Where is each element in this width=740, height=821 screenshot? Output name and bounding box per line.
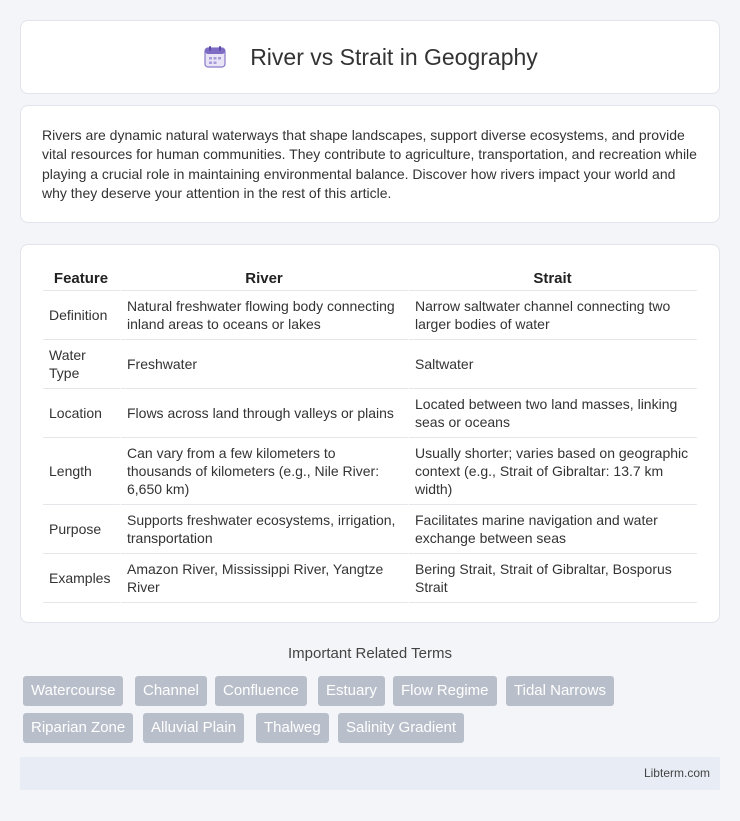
- feature-cell: Examples: [43, 554, 121, 603]
- tag-flow-regime[interactable]: Flow Regime: [393, 676, 497, 706]
- river-cell: Natural freshwater flowing body connecting inland areas to oceans or lakes: [121, 291, 409, 340]
- table-header-row: [43, 265, 698, 291]
- tag-tidal-narrows[interactable]: Tidal Narrows: [506, 676, 614, 706]
- strait-cell: Facilitates marine navigation and water exchange between seas: [409, 505, 698, 554]
- river-cell: Amazon River, Mississippi River, Yangtze River: [121, 554, 409, 603]
- table-row: [43, 438, 698, 505]
- strait-cell: Bering Strait, Strait of Gibraltar, Bosporus Strait: [409, 554, 698, 603]
- feature-cell: Definition: [43, 291, 121, 340]
- feature-cell: Water Type: [43, 340, 121, 389]
- feature-cell: Purpose: [43, 505, 121, 554]
- page-title: River vs Strait in Geography: [250, 43, 538, 70]
- header-strait: Strait: [409, 265, 698, 291]
- feature-cell: Location: [43, 389, 121, 438]
- strait-cell: Usually shorter; varies based on geographic context (e.g., Strait of Gibraltar: 13.7 km width): [409, 438, 698, 505]
- related-terms-title: Important Related Terms: [288, 645, 452, 662]
- comparison-table: [43, 265, 698, 603]
- tag-riparian-zone[interactable]: Riparian Zone: [23, 713, 133, 743]
- tag-channel[interactable]: Channel: [135, 676, 207, 706]
- strait-cell: Saltwater: [409, 340, 698, 389]
- river-cell: Flows across land through valleys or plains: [121, 389, 409, 438]
- table-row: [43, 389, 698, 438]
- river-cell: Supports freshwater ecosystems, irrigation, transportation: [121, 505, 409, 554]
- intro-paragraph: Rivers are dynamic natural waterways that shape landscapes, support diverse ecosystems, and provide vital resources for human communities. They contribute to agriculture, transportation, and recreation while playing a crucial role in maintaining environmental balance. Discover how rivers impact your world and why they deserve your attention in the rest of this article.: [42, 127, 697, 201]
- strait-cell: Narrow saltwater channel connecting two larger bodies of water: [409, 291, 698, 340]
- river-cell: Can vary from a few kilometers to thousands of kilometers (e.g., Nile River: 6,650 km): [121, 438, 409, 505]
- river-cell: Freshwater: [121, 340, 409, 389]
- tag-watercourse[interactable]: Watercourse: [23, 676, 123, 706]
- calendar-icon: [202, 44, 228, 70]
- table-row: [43, 554, 698, 603]
- title-card: [20, 20, 720, 94]
- strait-cell: Located between two land masses, linking seas or oceans: [409, 389, 698, 438]
- tag-thalweg[interactable]: Thalweg: [256, 713, 329, 743]
- tag-salinity-gradient[interactable]: Salinity Gradient: [338, 713, 464, 743]
- header-river: River: [121, 265, 409, 291]
- feature-cell: Length: [43, 438, 121, 505]
- footer-bar: [20, 757, 720, 790]
- tag-estuary[interactable]: Estuary: [318, 676, 385, 706]
- tag-alluvial-plain[interactable]: Alluvial Plain: [143, 713, 244, 743]
- tag-confluence[interactable]: Confluence: [215, 676, 307, 706]
- intro-card: [20, 105, 720, 223]
- table-row: [43, 291, 698, 340]
- comparison-card: [20, 244, 720, 623]
- table-row: [43, 340, 698, 389]
- header-feature: Feature: [43, 265, 121, 291]
- table-row: [43, 505, 698, 554]
- footer-site-link[interactable]: Libterm.com: [643, 766, 710, 780]
